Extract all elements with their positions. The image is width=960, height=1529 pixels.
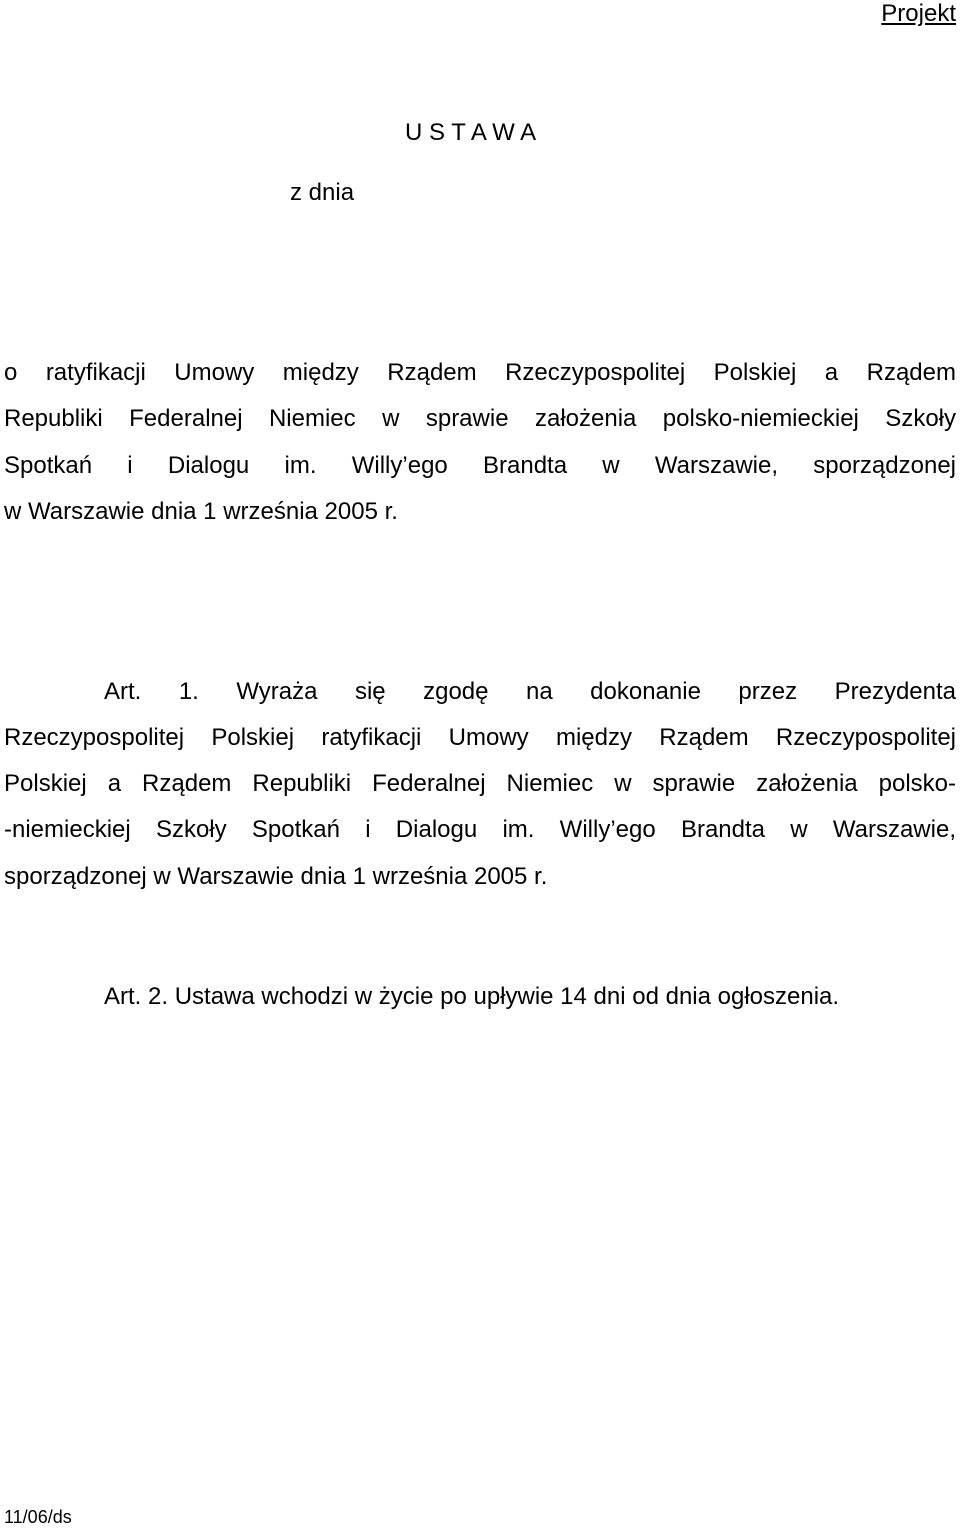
document-date: z dnia [290,179,355,206]
article-1-line: Rzeczypospolitej Polskiej ratyfikacji Umowy między Rządem Rzeczypospolitej [4,724,956,751]
document-heading: U S T A W A [405,119,537,146]
article-1-line: Art. 1. Wyraża się zgodę na dokonanie przez Prezydenta [104,678,956,705]
article-1-line: Polskiej a Rządem Republiki Federalnej Niemiec w sprawie założenia polsko- [4,770,956,797]
article-1-line: sporządzonej w Warszawie dnia 1 września 2005 r. [4,863,548,890]
title-line: Republiki Federalnej Niemiec w sprawie założenia polsko-niemieckiej Szkoły [4,405,956,432]
article-2: Art. 2. Ustawa wchodzi w życie po upływie 14 dni od dnia ogłoszenia. [104,983,840,1010]
title-line: w Warszawie dnia 1 września 2005 r. [4,498,398,525]
title-line: o ratyfikacji Umowy między Rządem Rzeczypospolitej Polskiej a Rządem [4,359,956,386]
article-1-line: -niemieckiej Szkoły Spotkań i Dialogu im. Willy’ego Brandta w Warszawie, [4,816,956,843]
footer-code: 11/06/ds [4,1507,72,1527]
projekt-label: Projekt [881,0,956,27]
title-line: Spotkań i Dialogu im. Willy’ego Brandta w Warszawie, sporządzonej [4,452,956,479]
